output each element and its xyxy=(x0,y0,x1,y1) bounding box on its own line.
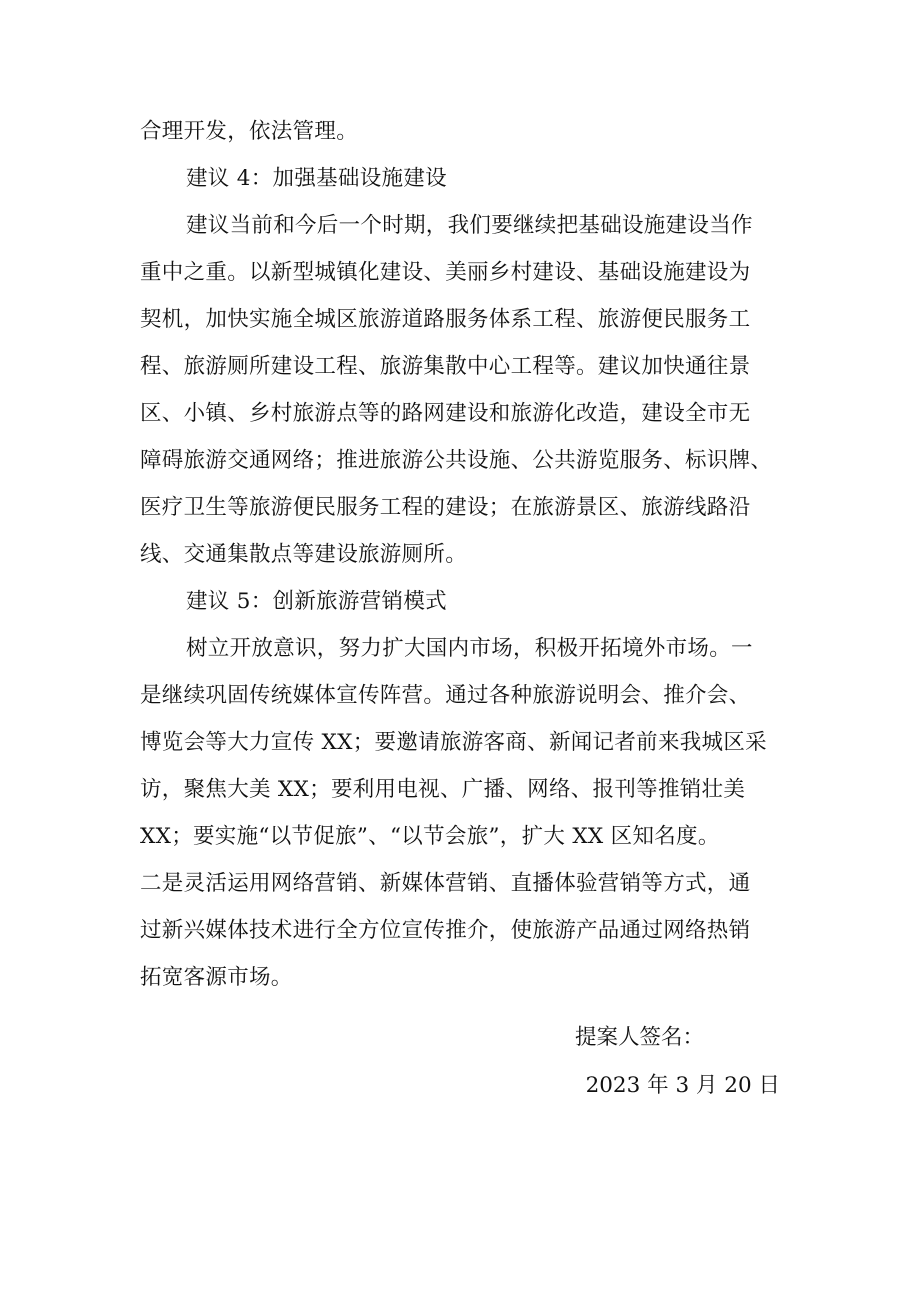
signature-label: 提案人签名： xyxy=(575,1025,705,1050)
text-line: 拓宽客源市场。 xyxy=(140,965,293,990)
text-line: 是继续巩固传统媒体宣传阵营。通过各种旅游说明会、推介会、 xyxy=(140,683,751,708)
text-line: 过新兴媒体技术进行全方位宣传推介，使旅游产品通过网络热销 xyxy=(140,918,751,943)
text-line: 程、旅游厕所建设工程、旅游集散中心工程等。建议加快通往景 xyxy=(140,354,751,379)
section-heading: 建议 5：创新旅游营销模式 xyxy=(186,589,447,614)
section-heading: 建议 4：加强基础设施建设 xyxy=(186,166,447,191)
text-line: 区、小镇、乡村旅游点等的路网建设和旅游化改造，建设全市无 xyxy=(140,401,751,426)
text-line: 重中之重。以新型城镇化建设、美丽乡村建设、基础设施建设为 xyxy=(140,260,751,285)
text-line: 博览会等大力宣传 XX；要邀请旅游客商、新闻记者前来我城区采 xyxy=(140,730,767,755)
signature-date: 2023 年 3 月 20 日 xyxy=(585,1073,780,1098)
text-line: 访，聚焦大美 XX；要利用电视、广播、网络、报刊等推销壮美 xyxy=(140,777,746,802)
text-line: 建议当前和今后一个时期，我们要继续把基础设施建设当作 xyxy=(186,213,753,238)
text-line: 树立开放意识，努力扩大国内市场，积极开拓境外市场。一 xyxy=(186,636,753,661)
text-line: XX；要实施“以节促旅”、“以节会旅”，扩大 XX 区知名度。 xyxy=(140,824,720,849)
text-line: 线、交通集散点等建设旅游厕所。 xyxy=(140,542,468,567)
text-line: 医疗卫生等旅游便民服务工程的建设；在旅游景区、旅游线路沿 xyxy=(140,495,751,520)
text-line: 二是灵活运用网络营销、新媒体营销、直播体验营销等方式，通 xyxy=(140,871,751,896)
text-line: 契机，加快实施全城区旅游道路服务体系工程、旅游便民服务工 xyxy=(140,307,751,332)
text-line: 障碍旅游交通网络；推进旅游公共设施、公共游览服务、标识牌、 xyxy=(140,448,773,473)
document-body xyxy=(140,108,780,1001)
text-line: 合理开发，依法管理。 xyxy=(140,119,359,144)
